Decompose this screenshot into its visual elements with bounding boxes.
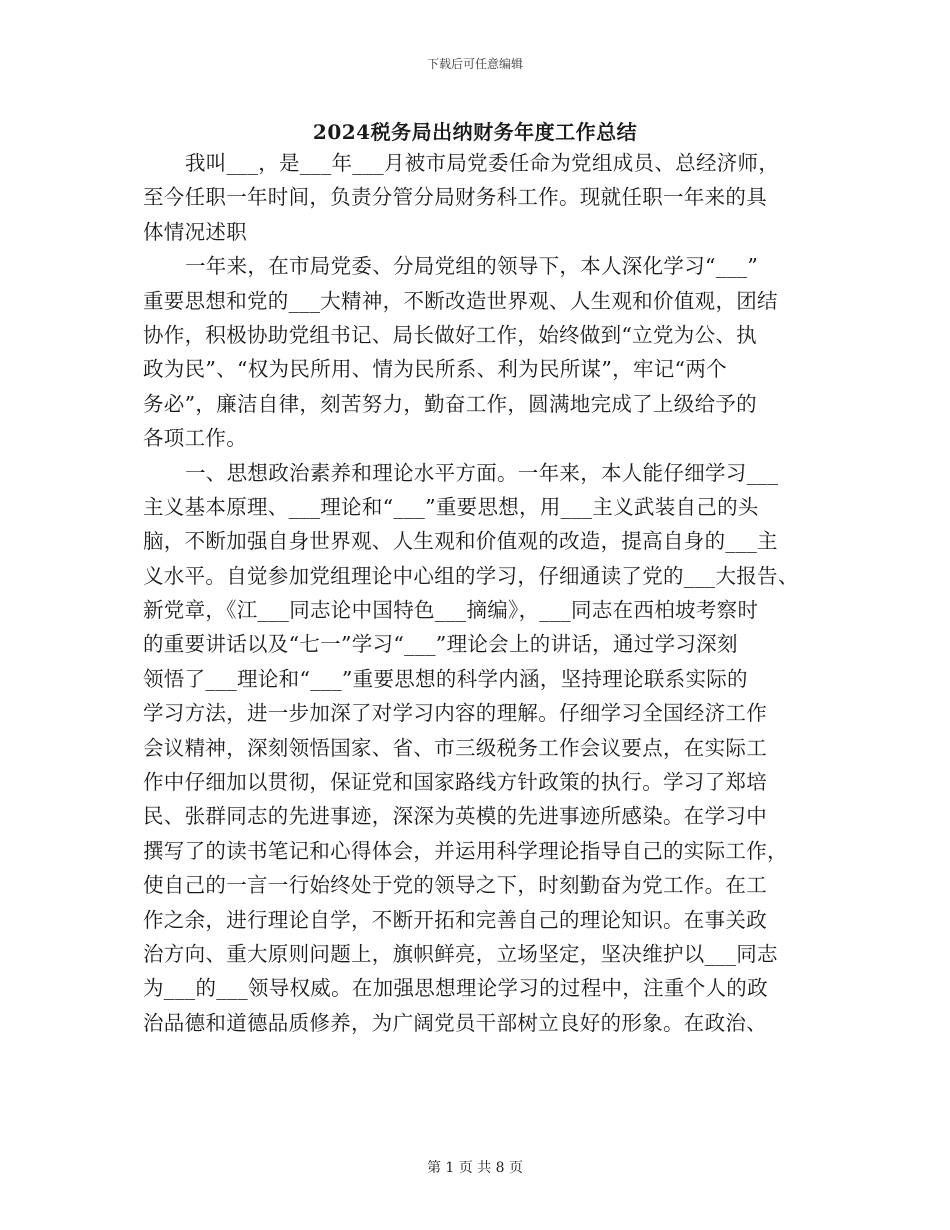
text-line: 务必”，廉洁自律，刻苦努力，勤奋工作，圆满地完成了上级给予的	[143, 391, 757, 416]
text-line: 重要思想和党的___大精神，不断改造世界观、人生观和价值观，团结	[143, 288, 778, 313]
text-line: 义水平。自觉参加党组理论中心组的学习，仔细通读了党的___大报告、	[143, 563, 799, 588]
text-line: 领悟了___理论和“___”重要思想的科学内涵，坚持理论联系实际的	[143, 666, 748, 691]
text-line: 我叫___，是___年___月被市局党委任命为党组成员、总经济师，	[185, 151, 780, 175]
text-line: 政为民”、“权为民所用、情为民所系、利为民所谋”，牢记“两个	[143, 357, 727, 382]
text-line: 为___的___领导权威。在加强思想理论学习的过程中，注重个人的政	[143, 976, 768, 1001]
text-line: 新党章，《江___同志论中国特色___摘编》，___同志在西柏坡考察时	[143, 598, 759, 623]
text-line: 体情况述职	[143, 219, 247, 244]
text-line: 协作，积极协助党组书记、局长做好工作，始终做到“立党为公、执	[143, 322, 757, 347]
text-line: 治品德和道德品质修养，为广阔党员干部树立良好的形象。在政治、	[143, 1010, 767, 1035]
text-line: 治方向、重大原则问题上，旗帜鲜亮，立场坚定，坚决维护以___同志	[143, 941, 778, 966]
text-line: 会议精神，深刻领悟国家、省、市三级税务工作会议要点，在实际工	[143, 735, 767, 760]
page-header: 下载后可任意编辑	[426, 57, 523, 71]
text-line: 的重要讲话以及“七一”学习“___”理论会上的讲话，通过学习深刻	[143, 632, 738, 657]
text-line: 撰写了的读书笔记和心得体会，并运用科学理论指导自己的实际工作，	[143, 838, 788, 863]
text-line: 作之余，进行理论自学，不断开拓和完善自己的理论知识。在事关政	[143, 907, 767, 932]
text-line: 至今任职一年时间，负责分管分局财务科工作。现就任职一年来的具	[143, 185, 767, 210]
text-line: 作中仔细加以贯彻，保证党和国家路线方针政策的执行。学习了郑培	[143, 770, 767, 795]
document-body	[143, 146, 806, 1040]
text-line: 民、张群同志的先进事迹，深深为英模的先进事迹所感染。在学习中	[143, 804, 767, 829]
text-line: 学习方法，进一步加深了对学习内容的理解。仔细学习全国经济工作	[143, 701, 767, 726]
text-line: 使自己的一言一行始终处于党的领导之下，时刻勤奋为党工作。在工	[143, 873, 767, 898]
text-line: 主义基本原理、___理论和“___”重要思想，用___主义武装自己的头	[143, 494, 759, 519]
text-line: 一、思想政治素养和理论水平方面。一年来，本人能仔细学习___	[185, 460, 779, 485]
text-line: 脑，不断加强自身世界观、人生观和价值观的改造，提高自身的___主	[143, 529, 778, 554]
text-line: 一年来，在市局党委、分局党组的领导下，本人深化学习“___”	[185, 254, 759, 279]
document-title: 2024税务局出纳财务年度工作总结	[312, 120, 638, 144]
page-footer: 第 1 页 共 8 页	[426, 1160, 524, 1176]
text-line: 各项工作。	[143, 426, 247, 451]
